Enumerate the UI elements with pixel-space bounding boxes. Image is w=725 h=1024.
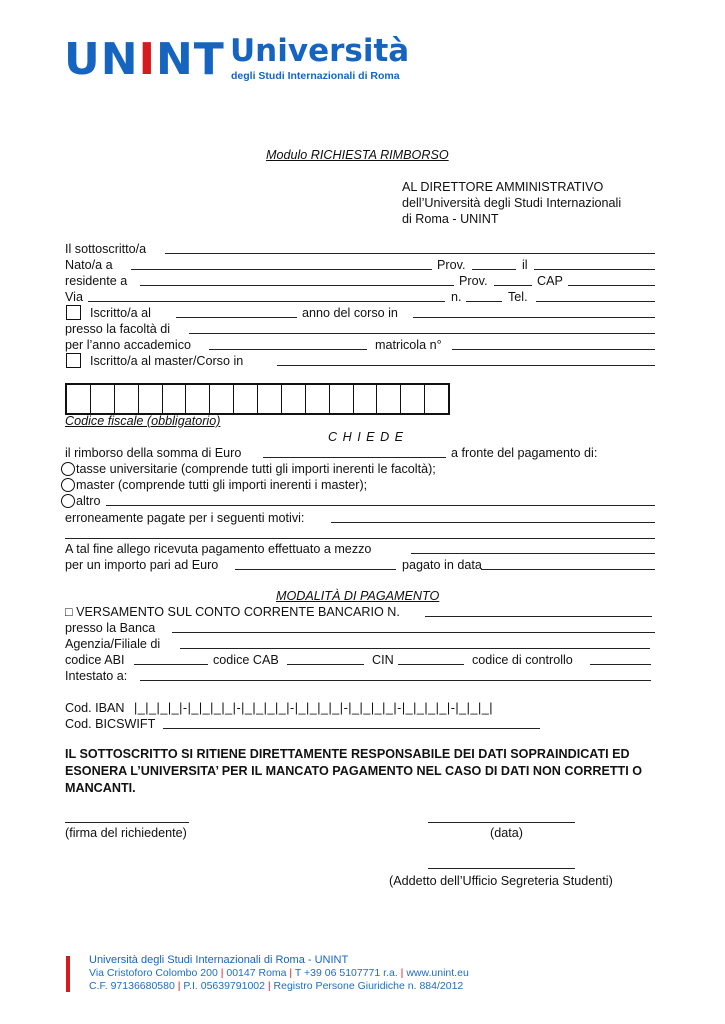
label-altro: altro — [76, 494, 101, 508]
label-bicswift: Cod. BICSWIFT — [65, 717, 156, 731]
label-versamento — [65, 604, 400, 620]
input-matricola[interactable] — [452, 349, 655, 350]
label-cin: CIN — [372, 653, 394, 667]
logo-unint — [64, 34, 225, 85]
codice-fiscale-cell[interactable] — [377, 385, 401, 413]
input-bicswift[interactable] — [163, 728, 540, 729]
label-via: Via — [65, 290, 83, 304]
recipient-line-2: dell’Università degli Studi Internazionali — [402, 196, 622, 210]
label-prov: Prov. — [437, 258, 466, 272]
codice-fiscale-cell[interactable] — [234, 385, 258, 413]
label-agenzia: Agenzia/Filiale di — [65, 637, 161, 651]
label-banca: presso la Banca — [65, 621, 156, 635]
input-via[interactable] — [88, 301, 445, 302]
recipient-line-1: AL DIRETTORE AMMINISTRATIVO — [402, 180, 604, 194]
input-numero[interactable] — [466, 301, 502, 302]
recipient-line-3: di Roma - UNINT — [402, 212, 499, 226]
signature-addetto-line[interactable] — [428, 868, 575, 869]
footer-pi: P.I. 05639791002 — [183, 980, 265, 992]
codice-fiscale-cell[interactable] — [163, 385, 187, 413]
input-mezzo-pagamento[interactable] — [411, 553, 655, 554]
logo-universita: Università — [230, 33, 410, 69]
footer-address: Via Cristoforo Colombo 200 — [89, 967, 218, 979]
label-cap: CAP — [537, 274, 563, 288]
label-cab: codice CAB — [213, 653, 279, 667]
input-facolta[interactable] — [189, 333, 655, 334]
label-firma-richiedente: (firma del richiedente) — [65, 826, 187, 840]
input-prov-nascita[interactable] — [472, 269, 516, 270]
label-iscritto-al: Iscritto/a al — [90, 306, 151, 320]
label-allego: A tal fine allego ricevuta pagamento effettuato a mezzo — [65, 542, 372, 556]
heading-modalita-pagamento: MODALITÀ DI PAGAMENTO — [276, 589, 440, 603]
footer-phone: T +39 06 5107771 r.a. — [294, 967, 398, 979]
footer-address-line — [89, 967, 469, 980]
label-controllo: codice di controllo — [472, 653, 573, 667]
codice-fiscale-cell[interactable] — [67, 385, 91, 413]
input-importo-pagato[interactable] — [235, 569, 396, 570]
label-presso-facolta: presso la facoltà di — [65, 322, 171, 336]
input-luogo-nascita[interactable] — [131, 269, 432, 270]
logo-subtitle: degli Studi Internazionali di Roma — [231, 70, 400, 82]
disclaimer-line-2: ESONERA L’UNIVERSITA’ PER IL MANCATO PAGAMENTO NEL CASO DI DATI NON CORRETTI O — [65, 764, 643, 778]
input-motivi-continua[interactable] — [65, 538, 655, 539]
heading-chiede: C H I E D E — [328, 430, 405, 444]
codice-fiscale-cell[interactable] — [115, 385, 139, 413]
logo-letter-u: U — [64, 34, 101, 85]
versamento-box: □ — [65, 605, 73, 619]
codice-fiscale-cell[interactable] — [139, 385, 163, 413]
input-prov-residenza[interactable] — [494, 285, 532, 286]
footer-cf: C.F. 97136680580 — [89, 980, 175, 992]
input-corso[interactable] — [413, 317, 655, 318]
logo-letter-i: I — [138, 34, 156, 85]
label-codice-fiscale: Codice fiscale (obbligatorio) — [65, 414, 221, 428]
label-erroneamente: erroneamente pagate per i seguenti motivi: — [65, 511, 305, 525]
input-anno-accademico[interactable] — [209, 349, 367, 350]
logo-letter-n: N — [100, 34, 139, 85]
footer-sep: | — [400, 967, 404, 979]
input-abi[interactable] — [134, 664, 208, 665]
versamento-text: VERSAMENTO SUL CONTO CORRENTE BANCARIO N. — [72, 605, 400, 619]
input-tel[interactable] — [536, 301, 655, 302]
input-iban[interactable]: |_|_|_|_|-|_|_|_|_|-|_|_|_|_|-|_|_|_|_|-|_|_|_|_|-|_|_|_|_|-|_|_|_| — [134, 701, 494, 715]
signature-data-line[interactable] — [428, 822, 575, 823]
footer-registro: Registro Persone Giuridiche n. 884/2012 — [273, 980, 464, 992]
input-cin[interactable] — [398, 664, 464, 665]
label-tel: Tel. — [508, 290, 528, 304]
input-sottoscritto[interactable] — [165, 253, 655, 254]
checkbox-master[interactable] — [66, 353, 81, 368]
logo-letters-nt: NT — [155, 34, 225, 85]
label-iban: Cod. IBAN — [65, 701, 125, 715]
label-iscritto-master: Iscritto/a al master/Corso in — [90, 354, 244, 368]
footer-accent-bar — [66, 956, 70, 992]
input-banca[interactable] — [172, 632, 655, 633]
label-a-fronte: a fronte del pagamento di: — [451, 446, 598, 460]
footer-sep: | — [289, 967, 293, 979]
label-anno-corso: anno del corso in — [302, 306, 398, 320]
footer-cap: 00147 Roma — [226, 967, 287, 979]
input-altro[interactable] — [106, 505, 655, 506]
codice-fiscale-cell[interactable] — [401, 385, 425, 413]
codice-fiscale-cell[interactable] — [425, 385, 448, 413]
label-master: master (comprende tutti gli importi inerenti i master); — [76, 478, 368, 492]
label-il: il — [522, 258, 528, 272]
input-residente[interactable] — [140, 285, 454, 286]
input-data-nascita[interactable] — [534, 269, 655, 270]
radio-altro[interactable] — [61, 494, 75, 508]
input-intestato[interactable] — [140, 680, 651, 681]
label-matricola: matricola n° — [375, 338, 442, 352]
codice-fiscale-cell[interactable] — [330, 385, 354, 413]
input-cap[interactable] — [568, 285, 655, 286]
codice-fiscale-grid[interactable] — [65, 383, 450, 415]
radio-master[interactable] — [61, 478, 75, 492]
codice-fiscale-cell[interactable] — [91, 385, 115, 413]
label-prov-residenza: Prov. — [459, 274, 488, 288]
input-master[interactable] — [277, 365, 655, 366]
codice-fiscale-cell[interactable] — [210, 385, 234, 413]
label-residente: residente a — [65, 274, 128, 288]
signature-firma-line[interactable] — [65, 822, 189, 823]
input-importo-rimborso[interactable] — [263, 457, 446, 458]
label-pagato-data: pagato in data — [402, 558, 482, 572]
input-anno-iscrizione[interactable] — [176, 317, 297, 318]
label-importo-pari: per un importo pari ad Euro — [65, 558, 219, 572]
codice-fiscale-cell[interactable] — [258, 385, 282, 413]
label-abi: codice ABI — [65, 653, 125, 667]
codice-fiscale-cell[interactable] — [306, 385, 330, 413]
label-sottoscritto: Il sottoscritto/a — [65, 242, 147, 256]
input-controllo[interactable] — [590, 664, 651, 665]
disclaimer-line-3: MANCANTI. — [65, 781, 136, 795]
label-data: (data) — [490, 826, 523, 840]
input-motivi[interactable] — [331, 522, 655, 523]
footer-sep: | — [267, 980, 271, 992]
disclaimer-line-1: IL SOTTOSCRITTO SI RITIENE DIRETTAMENTE RESPONSABILE DEI DATI SOPRAINDICATI ED — [65, 747, 630, 761]
radio-tasse[interactable] — [61, 462, 75, 476]
footer-sep: | — [177, 980, 181, 992]
input-data-pagamento[interactable] — [481, 569, 655, 570]
label-rimborso: il rimborso della somma di Euro — [65, 446, 242, 460]
checkbox-iscritto[interactable] — [66, 305, 81, 320]
input-conto-corrente[interactable] — [425, 616, 652, 617]
footer-fiscal-line — [89, 980, 463, 993]
label-anno-accademico: per l’anno accademico — [65, 338, 192, 352]
codice-fiscale-cell[interactable] — [282, 385, 306, 413]
input-agenzia[interactable] — [180, 648, 650, 649]
label-tasse: tasse universitarie (comprende tutti gli importi inerenti le facoltà); — [76, 462, 436, 476]
label-numero: n. — [451, 290, 462, 304]
input-cab[interactable] — [287, 664, 364, 665]
label-addetto: (Addetto dell’Ufficio Segreteria Studenti) — [389, 874, 613, 888]
codice-fiscale-cell[interactable] — [186, 385, 210, 413]
footer-university-name: Università degli Studi Internazionali di Roma - UNINT — [89, 954, 349, 966]
label-nato: Nato/a a — [65, 258, 113, 272]
footer-web[interactable]: www.unint.eu — [406, 967, 469, 979]
label-intestato: Intestato a: — [65, 669, 128, 683]
footer-sep: | — [220, 967, 224, 979]
form-title: Modulo RICHIESTA RIMBORSO — [266, 148, 449, 162]
codice-fiscale-cell[interactable] — [354, 385, 378, 413]
